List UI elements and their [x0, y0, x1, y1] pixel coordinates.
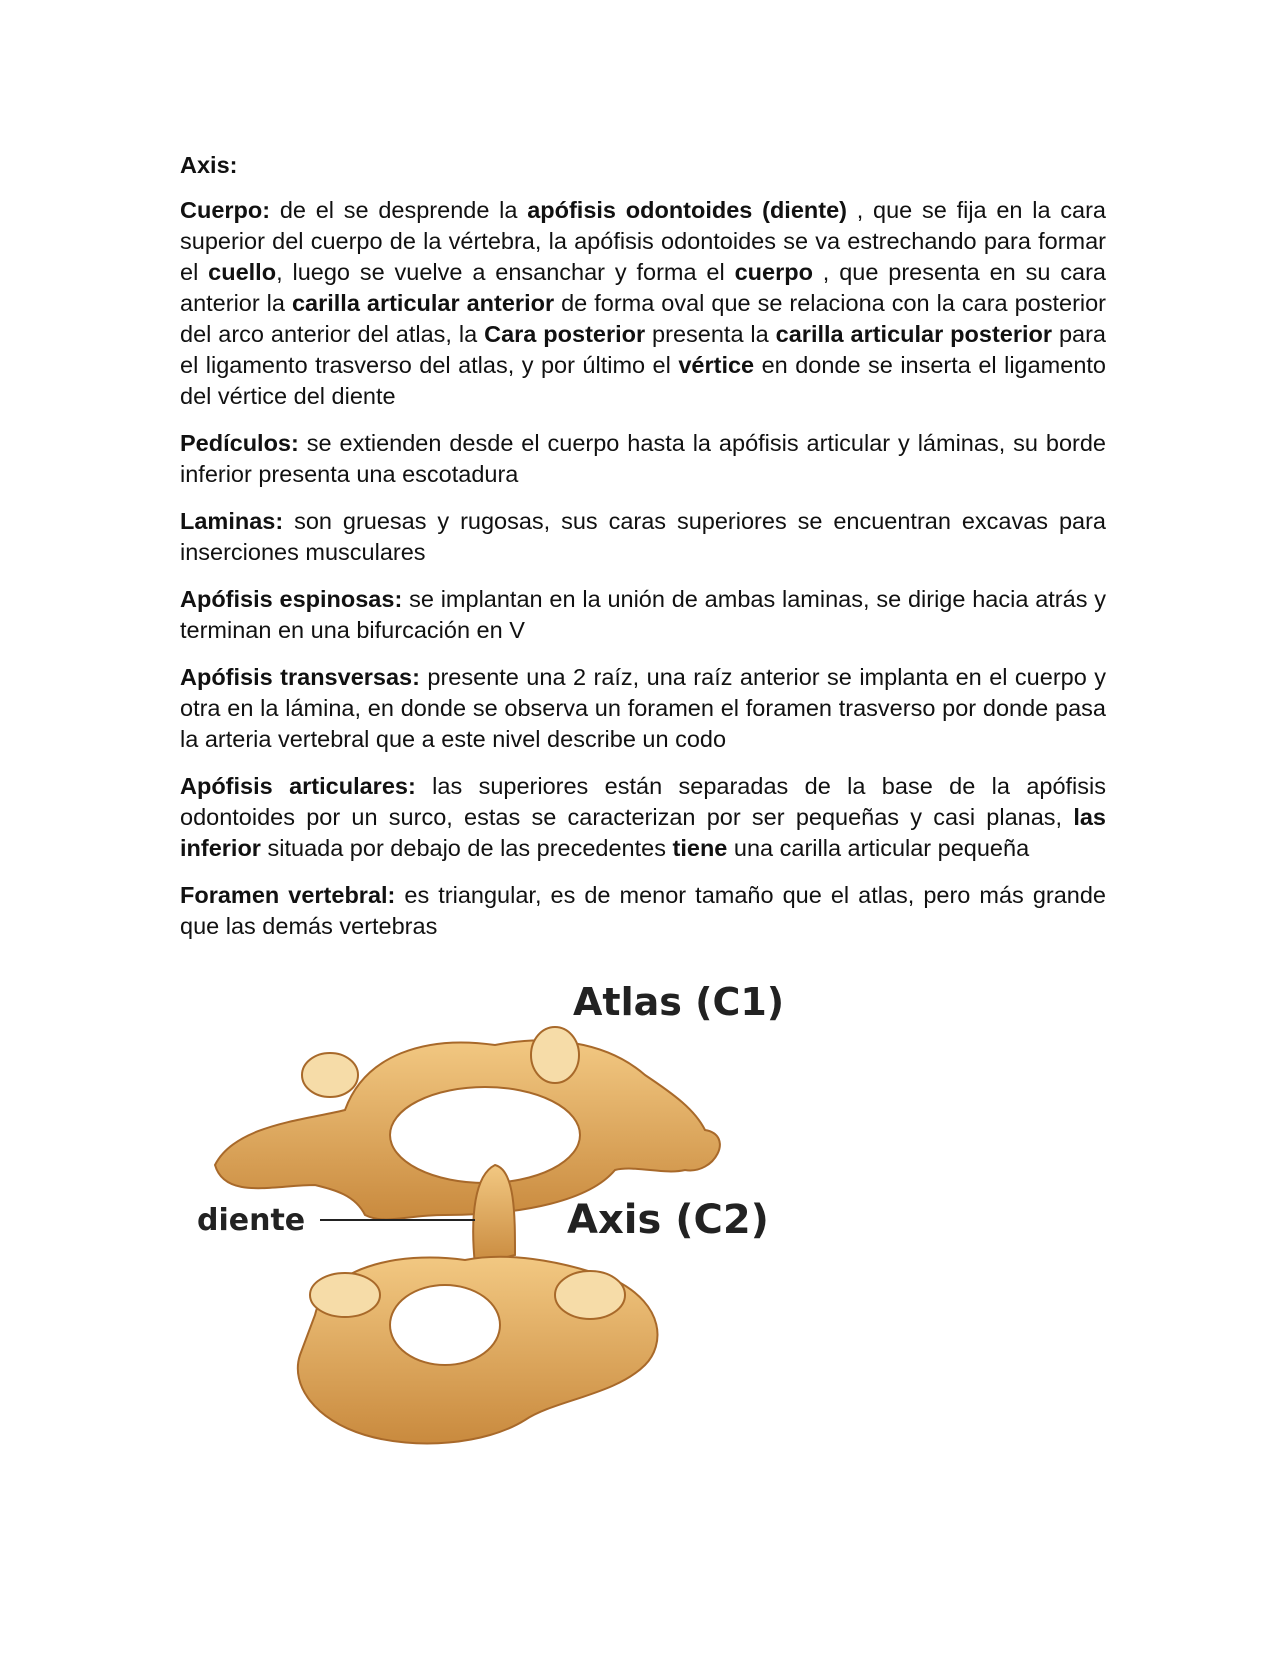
section-heading: Axis:	[180, 152, 238, 178]
axis-facet-left	[310, 1273, 380, 1317]
paragraph-text: , que presenta en su cara anterior la	[180, 259, 1106, 316]
paragraph-text: , luego se vuelve a ensanchar y forma el	[276, 259, 735, 285]
paragraph-text: se implantan en la unión de ambas laminas, se dirige hacia atrás y terminan en una bifurcación en V	[180, 586, 1107, 643]
bold-term: carilla articular anterior	[291, 290, 555, 316]
axis-vertebra-drawing	[197, 1165, 769, 1443]
bold-term: apófisis odontoides (diente)	[527, 197, 847, 223]
paragraph	[180, 428, 1106, 490]
label-axis: Axis (C2)	[567, 1197, 769, 1243]
paragraph-term: Foramen vertebral:	[180, 882, 396, 908]
paragraph-term: Laminas:	[180, 508, 284, 534]
vertebrae-figure	[195, 975, 835, 1495]
paragraph	[180, 771, 1106, 864]
bold-term: cuello	[208, 259, 277, 285]
paragraph	[180, 506, 1106, 568]
paragraph	[180, 584, 1106, 646]
paragraph-text: para el ligamento trasverso del atlas, y por último el	[180, 321, 1106, 378]
paragraph-text: presenta la	[645, 321, 776, 347]
paragraph-term: Apófisis espinosas:	[180, 586, 403, 612]
paragraph	[180, 195, 1106, 412]
bold-term: carilla articular posterior	[775, 321, 1053, 347]
paragraph-term: Pedículos:	[180, 430, 299, 456]
axis-facet-right	[555, 1271, 625, 1319]
atlas-facet-right	[531, 1027, 579, 1083]
label-diente: diente	[197, 1203, 306, 1238]
paragraph	[180, 880, 1106, 942]
axis-foramen	[390, 1285, 500, 1365]
bold-term: tiene	[672, 835, 728, 861]
paragraph-text: de forma oval que se relaciona con la cara posterior del arco anterior del atlas, la	[180, 290, 1107, 347]
atlas-facet-left	[302, 1053, 358, 1097]
paragraph-text: son gruesas y rugosas, sus caras superiores se encuentran excavas para inserciones musculares	[180, 508, 1106, 565]
bold-term: Cara posterior	[484, 321, 646, 347]
paragraph-text: es triangular, es de menor tamaño que el atlas, pero más grande que las demás vertebras	[180, 882, 1106, 939]
paragraph-term: Apófisis articulares:	[180, 773, 416, 799]
paragraph-text: en donde se inserta el ligamento del vértice del diente	[180, 352, 1106, 409]
paragraph-text: presente una 2 raíz, una raíz anterior se implanta en el cuerpo y otra en la lámina, en donde se observa un foramen el foramen trasverso por donde pasa la arteria vertebral que a este nivel describe un codo	[180, 664, 1106, 752]
paragraph-text: se extienden desde el cuerpo hasta la apófisis articular y láminas, su borde inferior presenta una escotadura	[180, 430, 1106, 487]
paragraph-text: las superiores están separadas de la base de la apófisis odontoides por un surco, estas se caracterizan por ser pequeñas y casi planas,	[180, 773, 1106, 830]
atlas-foramen	[390, 1087, 580, 1183]
paragraph-term: Cuerpo:	[180, 197, 271, 223]
paragraph-text: situada por debajo de las precedentes	[260, 835, 673, 861]
paragraph	[180, 662, 1106, 755]
bold-term: vértice	[678, 352, 755, 378]
bold-term: cuerpo	[734, 259, 813, 285]
vertebrae-illustration	[195, 975, 835, 1495]
paragraph-term: Apófisis transversas:	[180, 664, 420, 690]
paragraph-text: , que se fija en la cara superior del cuerpo de la vértebra, la apófisis odontoides se va estrechando para formar el	[180, 197, 1107, 285]
paragraph-text: una carilla articular pequeña	[727, 835, 1030, 861]
label-atlas: Atlas (C1)	[573, 980, 785, 1024]
bold-term: las inferior	[180, 804, 1106, 861]
paragraph-text: de el se desprende la	[270, 197, 528, 223]
document-body	[180, 150, 1106, 958]
paragraph-list	[180, 195, 1106, 942]
